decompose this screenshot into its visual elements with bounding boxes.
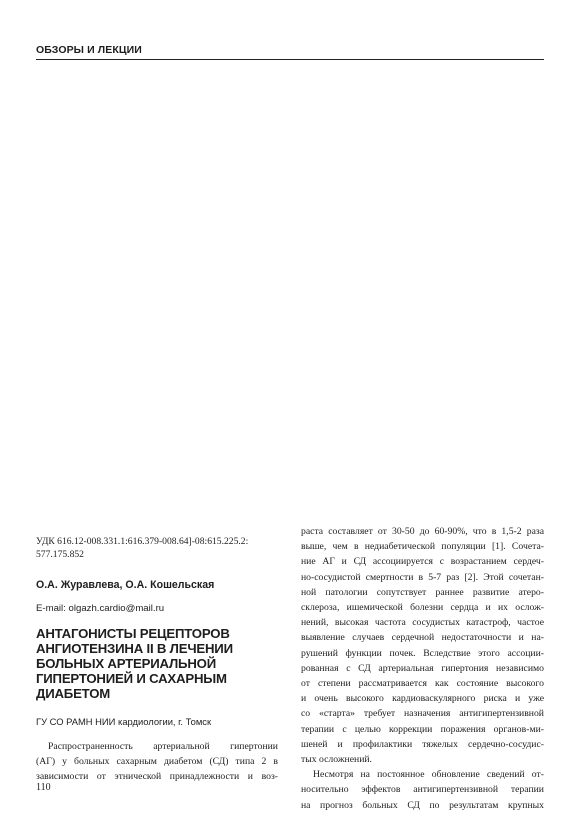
text-line: и очень высокого кардиоваскулярного риска и уже: [301, 693, 544, 705]
section-label: ОБЗОРЫ И ЛЕКЦИИ: [36, 44, 142, 56]
text-line: рованная с СД артериальная гипертония независимо: [301, 662, 544, 674]
text-line: рушений функции почек. Вследствие этого ассоции-: [301, 647, 544, 659]
page-number: 110: [36, 782, 51, 793]
intro-paragraph: [36, 739, 278, 785]
text-line: зависимости от этнической принадлежности и воз-: [36, 771, 278, 783]
affiliation: ГУ СО РАМН НИИ кардиологии, г. Томск: [36, 716, 212, 727]
text-line: (АГ) у больных сахарным диабетом (СД) типа 2 в: [36, 756, 278, 768]
text-line: раста составляет от 30-50 до 60-90%, что в 1,5-2 раза: [301, 526, 544, 537]
text-line: выше, чем в недиабетической популяции [1]. Сочета-: [301, 541, 544, 553]
title-line: БОЛЬНЫХ АРТЕРИАЛЬНОЙ: [36, 656, 216, 671]
text-line: Несмотря на постоянное обновление сведений от-: [313, 769, 544, 781]
text-line: ной патологии сопутствует раннее развитие атеро-: [301, 586, 544, 598]
text-line: со «старта» требует назначения антигипертензивной: [301, 708, 544, 720]
author-email: E-mail: olgazh.cardio@mail.ru: [36, 603, 165, 614]
udc-line: УДК 616.12-008.331.1:616.379-008.64]-08:615.225.2:: [36, 536, 249, 547]
text-line: но-сосудистой смертности в 5-7 раз [2]. Этой сочетан-: [301, 571, 544, 583]
text-line: терапии с целью коррекции поражения органов-ми-: [301, 723, 544, 735]
authors: О.А. Журавлева, О.А. Кошельская: [36, 579, 215, 591]
paragraph-2: [301, 767, 544, 813]
right-column: [301, 524, 544, 813]
article-title: [36, 626, 278, 701]
left-column: [36, 535, 278, 785]
title-line: АНГИОТЕНЗИНА II В ЛЕЧЕНИИ: [36, 641, 233, 656]
text-line: Распространенность артериальной гипертонии: [48, 741, 278, 752]
text-line: от степени рассматривается как состояние высокого: [301, 678, 544, 690]
text-line: ние АГ и СД ассоциируется с возрастанием сердеч-: [301, 556, 544, 568]
udc-code: [36, 535, 278, 561]
text-line: носительно эффектов антигипертензивной терапии: [301, 784, 544, 796]
text-line: выявление случаев сердечной недостаточности и на-: [301, 632, 544, 644]
paragraph-1: [301, 524, 544, 767]
title-line: АНТАГОНИСТЫ РЕЦЕПТОРОВ: [36, 626, 230, 641]
title-line: ДИАБЕТОМ: [36, 686, 111, 701]
text-line: склероза, ишемической болезни сердца и их ослож-: [301, 602, 544, 614]
title-line: ГИПЕРТОНИЕЙ И САХАРНЫМ: [36, 671, 227, 686]
text-line: нений, высокая частота сосудистых катастроф, частое: [301, 617, 544, 629]
header-divider: [36, 59, 544, 60]
text-line: шеней и профилактики тяжелых сердечно-сосудис-: [301, 738, 544, 750]
udc-line: 577.175.852: [36, 549, 84, 560]
text-line: на прогноз больных СД по результатам крупных: [301, 799, 544, 811]
text-line: тых осложнений.: [301, 754, 372, 766]
